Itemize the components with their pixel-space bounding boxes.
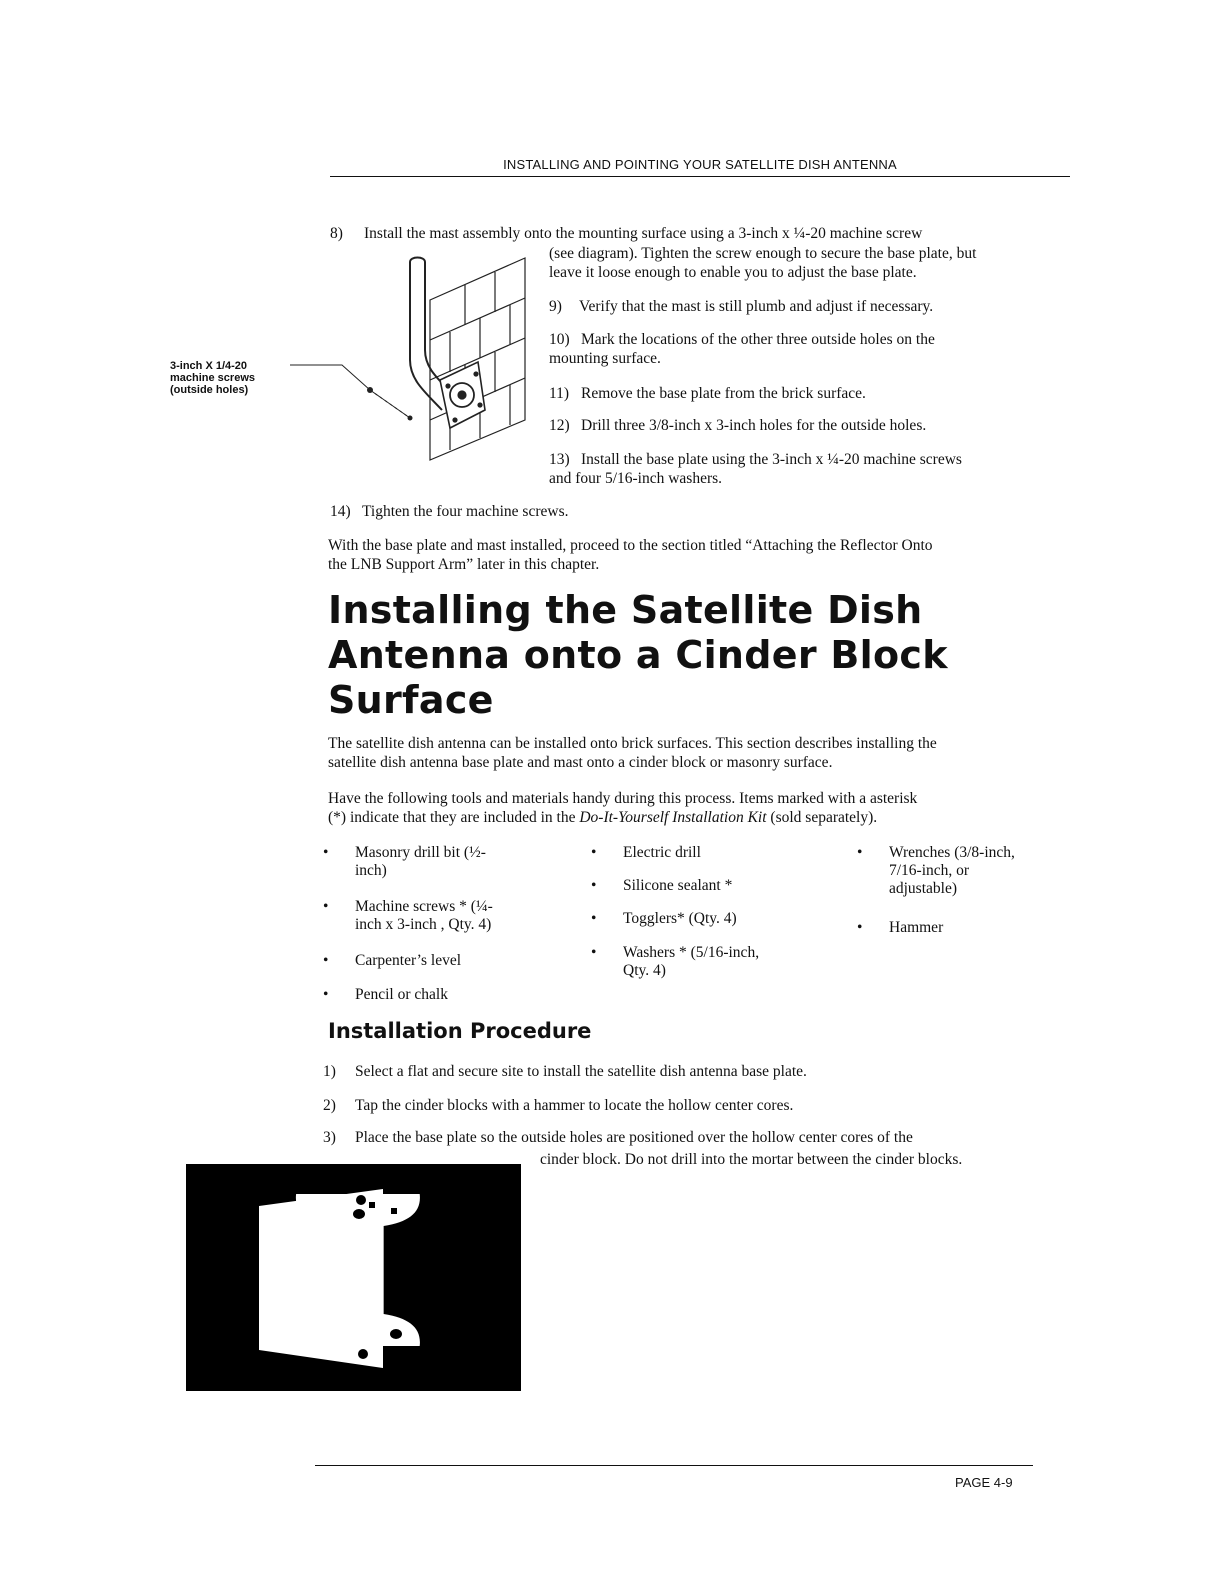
step-text: Mark the locations of the other three outside holes on the [581,331,935,348]
paragraph-text: (*) indicate that they are included in the [328,809,580,826]
procedure-step-1 [323,1062,1063,1081]
step-14 [330,502,1060,521]
bullet-text: Machine screws * (¼- [355,898,493,915]
procedure-step-3-cont: cinder block. Do not drill into the mortar between the cinder blocks. [540,1151,963,1168]
step-text: Drill three 3/8-inch x 3-inch holes for the outside holes. [581,417,927,434]
intro-paragraph [328,536,1068,574]
step-number: 3) [323,1129,336,1146]
step-text: and four 5/16-inch washers. [549,470,723,487]
bullet-text: Pencil or chalk [355,986,448,1003]
step-number: 2) [323,1097,336,1114]
page-number: PAGE 4-9 [955,1475,1013,1490]
bullet-item: • Togglers* (Qty. 4) [591,910,737,927]
step-number: 1) [323,1063,336,1080]
procedure-step-2 [323,1096,1063,1115]
step-number: 9) [549,298,562,315]
step-text: Tap the cinder blocks with a hammer to locate the hollow center cores. [355,1097,794,1114]
bullet-text: Washers * (5/16-inch, [623,944,760,961]
step-9 [549,297,1069,316]
callout-line: (outside holes) [170,384,249,396]
step-11 [549,384,1069,403]
heading-line: Installing the Satellite Dish [328,588,923,632]
footer-rule [315,1465,1033,1466]
step-text: mounting surface. [549,350,661,367]
paragraph-line: With the base plate and mast installed, proceed to the section titled “Attaching the Reflector Onto [328,537,933,554]
bullet-text: Qty. 4) [623,962,666,979]
paragraph-line: Have the following tools and materials handy during this process. Items marked with a asterisk [328,790,918,807]
tools-paragraph [328,789,1068,827]
paragraph-line: satellite dish antenna base plate and mast onto a cinder block or masonry surface. [328,754,833,771]
bullet-text: Masonry drill bit (½- [355,844,486,861]
subheading: Installation Procedure [328,1019,592,1043]
section-heading [328,588,1088,723]
bullet-text: inch x 3-inch , Qty. 4) [355,916,492,933]
paragraph-line: the LNB Support Arm” later in this chapter. [328,556,600,573]
step-text: Remove the base plate from the brick surface. [581,385,866,402]
bullet-item: • Wrenches (3/8-inch, 7/16-inch, or adjustable) [857,844,1015,897]
step-number: 14) [330,503,351,520]
step-13 [549,450,1069,488]
step-text: (see diagram). Tighten the screw enough to secure the base plate, but [549,245,977,262]
step-number: 10) [549,331,570,348]
heading-line: Surface [328,678,494,722]
step-text: leave it loose enough to enable you to adjust the base plate. [549,264,917,281]
bullet-text: Electric drill [623,844,701,861]
step-10 [549,330,1069,368]
header-rule [330,176,1070,177]
step-number: 8) [330,225,343,242]
step-12 [549,416,1069,435]
callout-line: 3-inch X 1/4-20 [170,360,248,372]
step-text: Install the base plate using the 3-inch x ¼-20 machine screws [581,451,962,468]
base-plate-photo [186,1164,521,1391]
paragraph-text: (sold separately). [766,809,878,826]
description-paragraph [328,734,1068,772]
heading-line: Antenna onto a Cinder Block [328,633,948,677]
step-text: Place the base plate so the outside holes are positioned over the hollow center cores of the [355,1129,913,1146]
running-header: INSTALLING AND POINTING YOUR SATELLITE DISH ANTENNA [503,157,897,172]
step-text: Select a flat and secure site to install the satellite dish antenna base plate. [355,1063,807,1080]
callout-line: machine screws [170,372,255,384]
bullet-text: Wrenches (3/8-inch, [889,844,1015,861]
step-number: 12) [549,417,570,434]
bullet-text: Carpenter’s level [355,952,462,969]
bullet-text: Silicone sealant * [623,877,733,894]
figure-callout [170,360,300,396]
step-number: 11) [549,385,570,402]
bullet-item: • Washers * (5/16-inch, Qty. 4) [591,944,760,979]
bullet-text: 7/16-inch, or [889,862,970,879]
bullet-item: • Pencil or chalk [323,986,448,1003]
bullet-item: • Electric drill [591,844,701,861]
bullet-item: • Machine screws * (¼- inch x 3-inch , Qty. 4) [323,898,493,933]
step-text: Install the mast assembly onto the mounting surface using a 3-inch x ¼-20 machine screw [364,225,923,242]
step-8-cont [549,244,1069,282]
bullet-text: Hammer [889,919,944,936]
mast-diagram [290,250,550,490]
step-number: 13) [549,451,570,468]
bullet-item: • Hammer [857,919,944,936]
bullet-item: • Silicone sealant * [591,877,733,894]
step-text: Tighten the four machine screws. [362,503,569,520]
bullet-text: Togglers* (Qty. 4) [623,910,737,927]
bullet-text: inch) [355,862,387,879]
step-text: Verify that the mast is still plumb and adjust if necessary. [579,298,934,315]
procedure-step-3 [323,1128,1063,1147]
paragraph-line: The satellite dish antenna can be installed onto brick surfaces. This section describes installing the [328,735,937,752]
bullet-item: • Carpenter’s level [323,952,462,969]
bullet-text: adjustable) [889,880,958,897]
bullet-item: • Masonry drill bit (½- inch) [323,844,486,879]
base-plate-image [186,1164,521,1391]
step-8 [330,224,1060,243]
kit-name: Do-It-Yourself Installation Kit [579,809,767,826]
